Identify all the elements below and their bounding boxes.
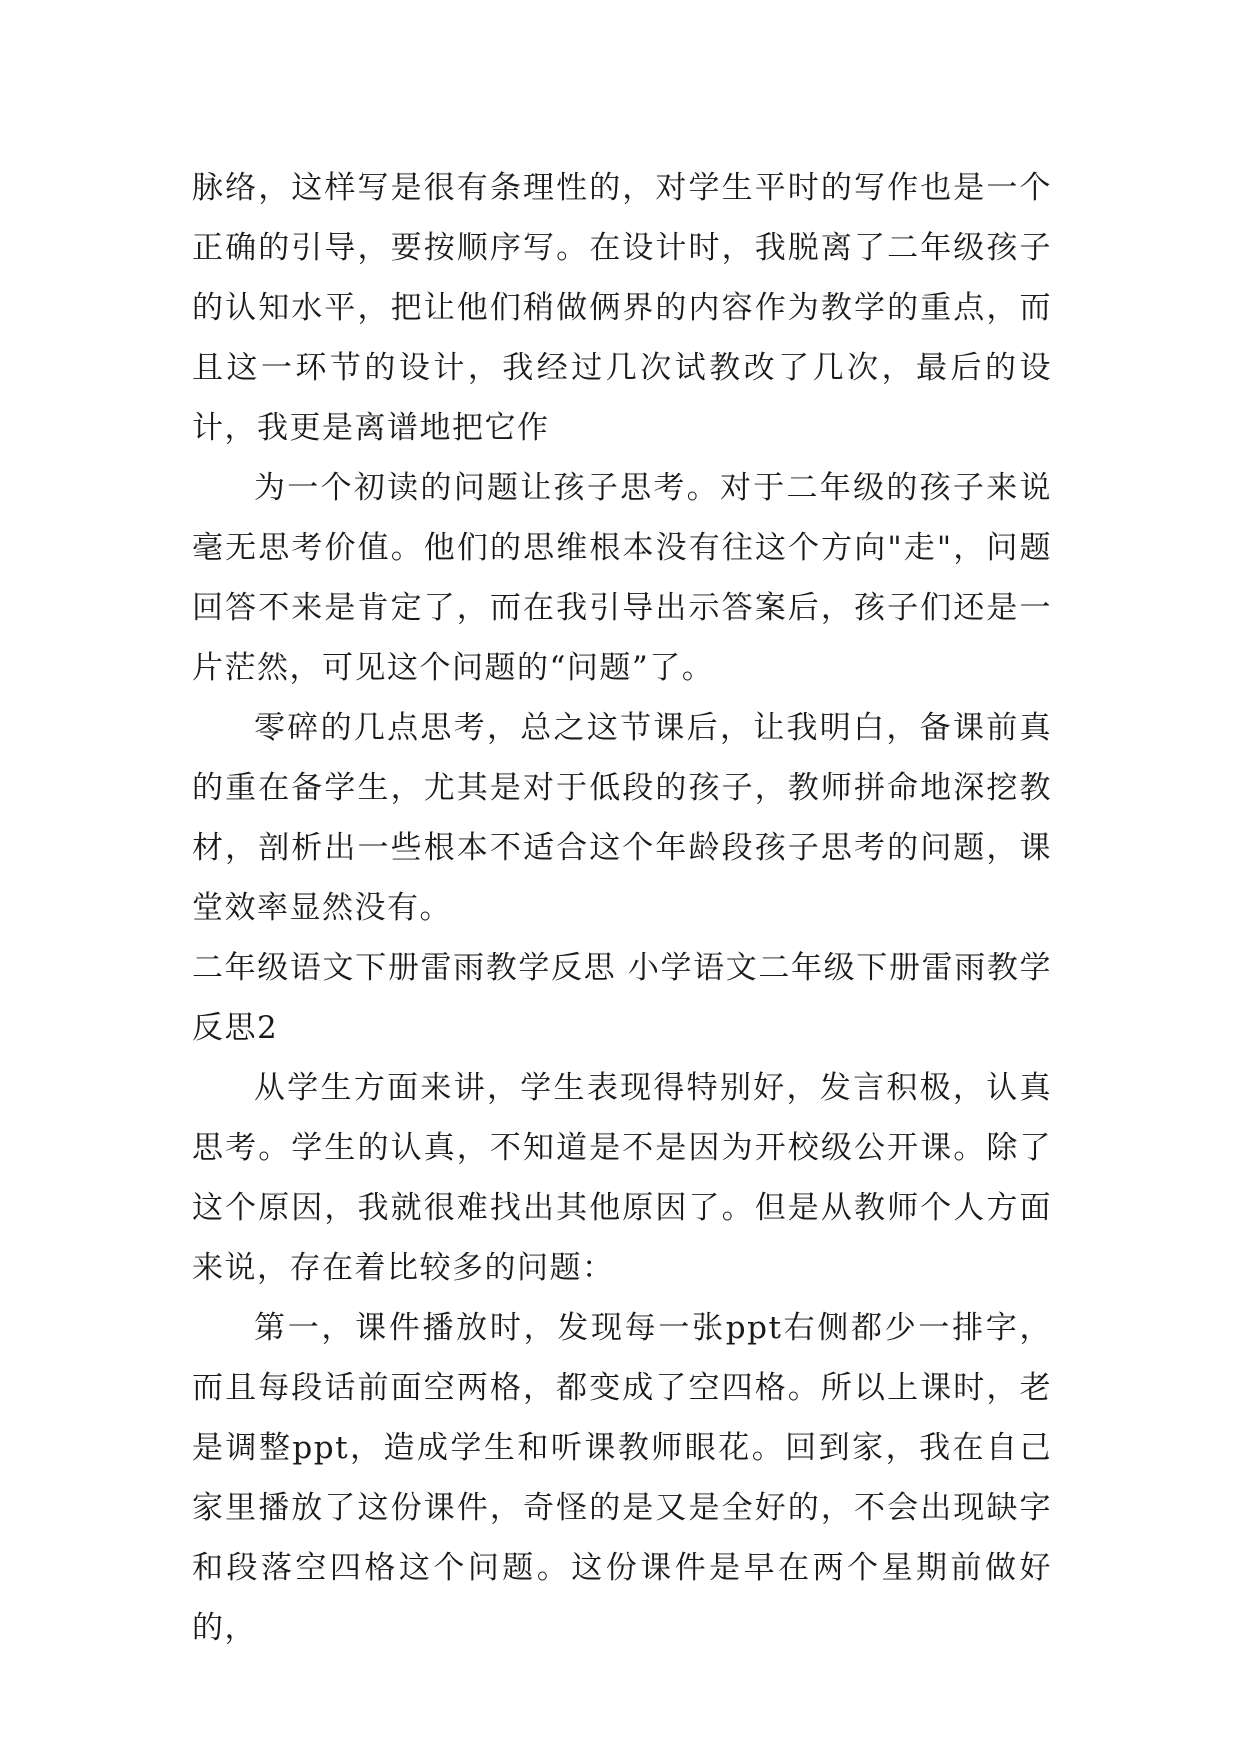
paragraph-3: 零碎的几点思考，总之这节课后，让我明白，备课前真的重在备学生，尤其是对于低段的孩子，教师拼命地深挖教材，剖析出一些根本不适合这个年龄段孩子思考的问题，课堂效率显然没有。	[192, 710, 1052, 926]
section-heading: 二年级语文下册雷雨教学反思 小学语文二年级下册雷雨教学反思2	[192, 950, 1052, 1046]
paragraph-2: 为一个初读的问题让孩子思考。对于二年级的孩子来说毫无思考价值。他们的思维根本没有往这个方向"走"，问题回答不来是肯定了，而在我引导出示答案后，孩子们还是一片茫然，可见这个问题的“问题”了。	[192, 470, 1052, 686]
paragraph-5: 第一，课件播放时，发现每一张ppt右侧都少一排字，而且每段话前面空两格，都变成了空四格。所以上课时，老是调整ppt，造成学生和听课教师眼花。回到家，我在自己家里播放了这份课件，奇怪的是又是全好的，不会出现缺字和段落空四格这个问题。这份课件是早在两个星期前做好的，	[192, 1310, 1052, 1646]
document-body	[192, 158, 1052, 1658]
paragraph-4: 从学生方面来讲，学生表现得特别好，发言积极，认真思考。学生的认真，不知道是不是因为开校级公开课。除了这个原因，我就很难找出其他原因了。但是从教师个人方面来说，存在着比较多的问题：	[192, 1070, 1052, 1286]
paragraph-1: 脉络，这样写是很有条理性的，对学生平时的写作也是一个正确的引导，要按顺序写。在设计时，我脱离了二年级孩子的认知水平，把让他们稍做俩界的内容作为教学的重点，而且这一环节的设计，我经过几次试教改了几次，最后的设计，我更是离谱地把它作	[192, 170, 1052, 446]
